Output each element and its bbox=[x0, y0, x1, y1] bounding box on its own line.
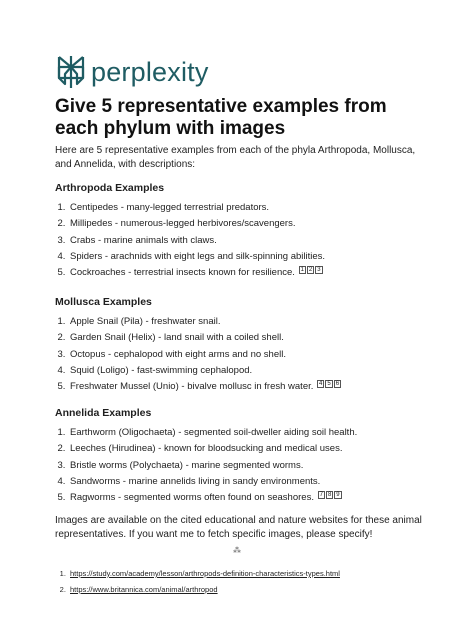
perplexity-logo-icon bbox=[56, 54, 86, 90]
list-item: 4. Spiders - arachnids with eight legs and silk-spinning abilities. bbox=[68, 251, 325, 267]
perplexity-logo bbox=[56, 54, 209, 90]
citation-group bbox=[317, 492, 342, 498]
citation-link[interactable]: 1 bbox=[300, 267, 304, 274]
section-divider-icon: ⁂ bbox=[233, 546, 241, 555]
brand-name: perplexity bbox=[91, 56, 209, 87]
list-item: 3. Crabs - marine animals with claws. bbox=[68, 235, 325, 251]
mollusca-list bbox=[55, 316, 341, 397]
section-heading-mollusca: Mollusca Examples bbox=[55, 296, 152, 308]
list-item: 1. Apple Snail (Pila) - freshwater snail. bbox=[68, 316, 341, 332]
list-item: 1. Centipedes - many-legged terrestrial predators. bbox=[68, 202, 325, 218]
reference-link[interactable]: https://www.britannica.com/animal/arthropod bbox=[70, 585, 218, 594]
list-item: 3. Bristle worms (Polychaeta) - marine segmented worms. bbox=[68, 460, 357, 476]
list-item: 2. Millipedes - numerous-legged herbivores/scavengers. bbox=[68, 218, 325, 234]
citation-group bbox=[298, 267, 323, 273]
reference-link[interactable]: https://study.com/academy/lesson/arthropods-definition-characteristics-types.html bbox=[70, 569, 340, 578]
list-item: 1. Earthworm (Oligochaeta) - segmented soil-dweller aiding soil health. bbox=[68, 427, 357, 443]
footer-note: Images are available on the cited educational and nature websites for these animal representatives. If you want me to fetch specific images, please specify! bbox=[55, 515, 422, 540]
reference-item bbox=[68, 585, 340, 601]
citation-link[interactable]: 5 bbox=[327, 381, 331, 388]
page-title: Give 5 representative examples from each phylum with images bbox=[55, 96, 387, 139]
list-item: 2. Leeches (Hirudinea) - known for bloodsucking and medical uses. bbox=[68, 443, 357, 459]
section-heading-arthropoda: Arthropoda Examples bbox=[55, 182, 165, 194]
citation-group bbox=[316, 381, 341, 387]
citation-link[interactable]: 6 bbox=[335, 381, 340, 388]
list-item: 5. Freshwater Mussel (Unio) - bivalve mollusc in fresh water. $^{4 5 6}$ bbox=[68, 381, 341, 397]
list-item: 4. Sandworms - marine annelids living in sandy environments. bbox=[68, 476, 357, 492]
citation-link[interactable]: 8 bbox=[327, 492, 332, 499]
list-item: 4. Squid (Loligo) - fast-swimming cephalopod. bbox=[68, 365, 341, 381]
list-item: 5. Cockroaches - terrestrial insects known for resilience. $^{1 2 3}$ bbox=[68, 267, 325, 283]
citation-link[interactable]: 3 bbox=[317, 267, 321, 274]
intro-text: Here are 5 representative examples from each of the phyla Arthropoda, Mollusca, and Annelida, with descriptions: bbox=[55, 145, 416, 170]
list-item: 3. Octopus - cephalopod with eight arms and no shell. bbox=[68, 349, 341, 365]
reference-item bbox=[68, 569, 340, 585]
references-list bbox=[55, 569, 340, 601]
annelida-list bbox=[55, 427, 357, 508]
list-item: 2. Garden Snail (Helix) - land snail with a coiled shell. bbox=[68, 332, 341, 348]
citation-link[interactable]: 2 bbox=[308, 267, 313, 274]
arthropoda-list bbox=[55, 202, 325, 283]
section-heading-annelida: Annelida Examples bbox=[55, 407, 152, 419]
citation-link[interactable]: 7 bbox=[319, 492, 323, 499]
citation-link[interactable]: 4 bbox=[319, 381, 323, 388]
list-item: 5. Ragworms - segmented worms often found on seashores. $^{7 8 9}$ bbox=[68, 492, 357, 508]
citation-link[interactable]: 9 bbox=[336, 492, 340, 499]
